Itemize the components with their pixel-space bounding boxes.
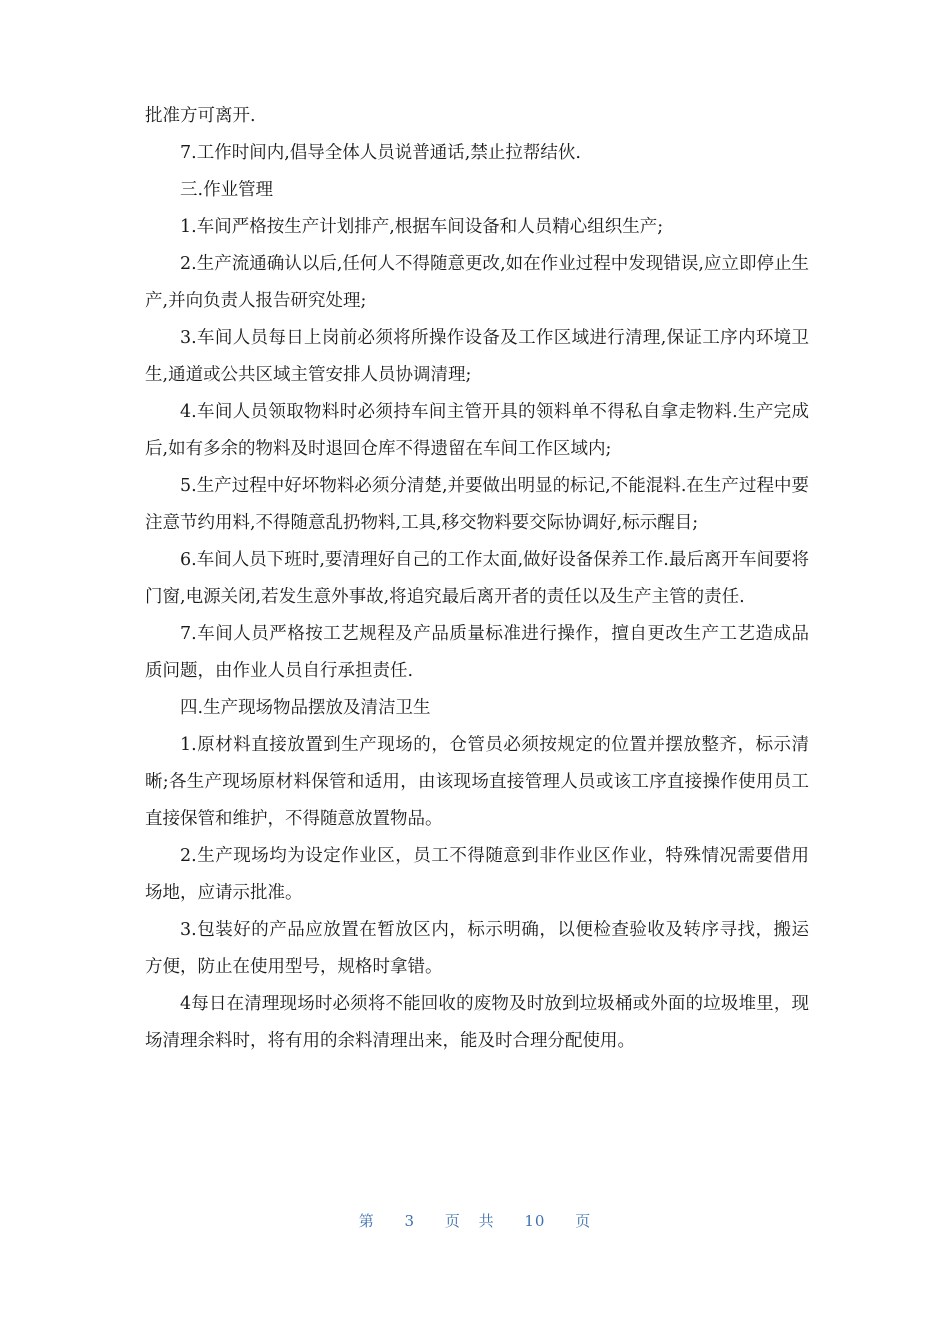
section-heading-operations: 三.作业管理 xyxy=(180,180,274,200)
paragraph-ops-2: 2.生产流通确认以后,任何人不得随意更改,如在作业过程中发现错误,应立即停止生产,并向负责人报告研究处理; xyxy=(145,254,809,311)
paragraph-ops-4: 4.车间人员领取物料时必须持车间主管开具的领料单不得私自拿走物料.生产完成后,如有多余的物料及时退回仓库不得遗留在车间工作区域内; xyxy=(145,402,809,459)
paragraph-ops-1: 1.车间严格按生产计划排产,根据车间设备和人员精心组织生产; xyxy=(180,217,664,237)
paragraph-site-3: 3.包装好的产品应放置在暂放区内，标示明确，以便检查验收及转序寻找，搬运方便，防止在使用型号，规格时拿错。 xyxy=(145,920,809,977)
page-footer xyxy=(0,1210,950,1231)
paragraph-site-4: 4每日在清理现场时必须将不能回收的废物及时放到垃圾桶或外面的垃圾堆里，现场清理余料时，将有用的余料清理出来，能及时合理分配使用。 xyxy=(145,994,809,1051)
footer-mid: 页 共 xyxy=(444,1212,495,1230)
paragraph-rule-7-language: 7.工作时间内,倡导全体人员说普通话,禁止拉帮结伙. xyxy=(180,143,581,163)
document-body xyxy=(145,98,809,1060)
section-heading-site-cleanliness: 四.生产现场物品摆放及清洁卫生 xyxy=(180,698,431,718)
paragraph-ops-6: 6.车间人员下班时,要清理好自己的工作太面,做好设备保养工作.最后离开车间要将门窗,电源关闭,若发生意外事故,将追究最后离开者的责任以及生产主管的责任. xyxy=(145,550,809,607)
footer-total-pages: 10 xyxy=(524,1212,546,1230)
paragraph-site-2: 2.生产现场均为设定作业区，员工不得随意到非作业区作业，特殊情况需要借用场地，应请示批准。 xyxy=(145,846,809,903)
paragraph-site-1: 1.原材料直接放置到生产现场的，仓管员必须按规定的位置并摆放整齐，标示清晰;各生产现场原材料保管和适用，由该现场直接管理人员或该工序直接操作使用员工直接保管和维护，不得随意放置物品。 xyxy=(145,735,809,829)
footer-current-page: 3 xyxy=(404,1212,416,1230)
paragraph-ops-7: 7.车间人员严格按工艺规程及产品质量标准进行操作，擅自更改生产工艺造成品质问题，由作业人员自行承担责任. xyxy=(145,624,809,681)
paragraph-continuation: 批准方可离开. xyxy=(145,106,256,126)
paragraph-ops-3: 3.车间人员每日上岗前必须将所操作设备及工作区域进行清理,保证工序内环境卫生,通道或公共区域主管安排人员协调清理; xyxy=(145,328,809,385)
paragraph-ops-5: 5.生产过程中好坏物料必须分清楚,并要做出明显的标记,不能混料.在生产过程中要注意节约用料,不得随意乱扔物料,工具,移交物料要交际协调好,标示醒目; xyxy=(145,476,809,533)
footer-suffix: 页 xyxy=(575,1212,592,1230)
footer-prefix: 第 xyxy=(358,1212,375,1230)
